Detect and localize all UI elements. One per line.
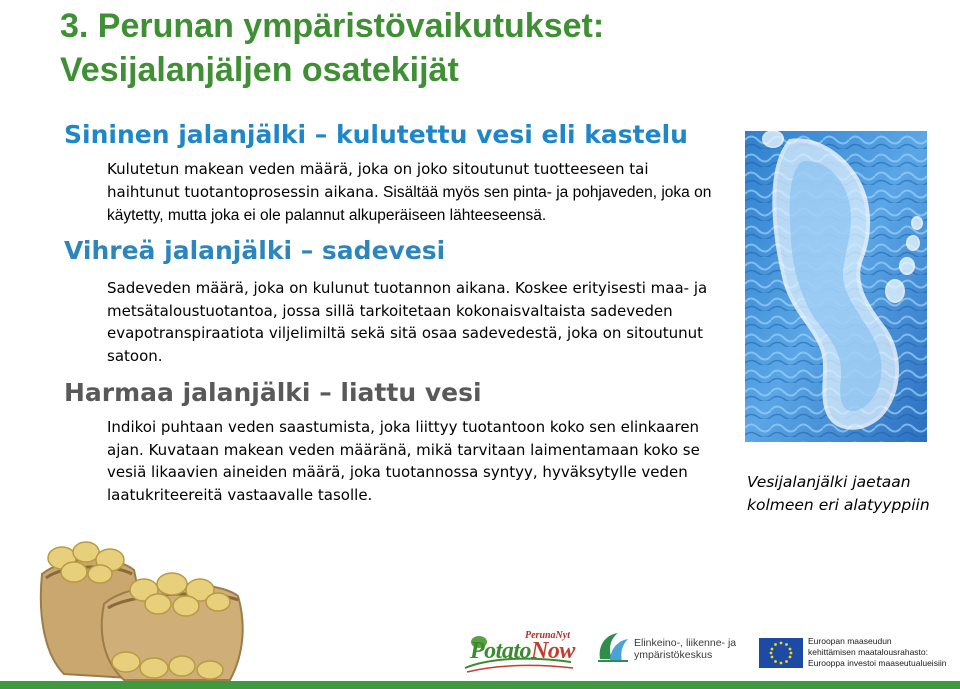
ely-centre-logo-icon <box>596 631 630 663</box>
perunanyt-label: PerunaNyt <box>525 630 570 641</box>
bottom-color-bar <box>0 681 960 689</box>
paragraph-green-footprint: Sadeveden määrä, joka on kulunut tuotannon aikana. Koskee erityisesti maa- ja metsätaloustuotantoa, jossa sillä tarkoitetaan kokonaisvaltaista sadeveden evapotranspiraatiota viljelimiltä sekä sitä osaa sadevedestä, joka on sitoutunut satoon. <box>107 279 708 365</box>
heading-green-footprint: Vihreä jalanjälki – sadevesi <box>64 236 446 265</box>
image-caption: Vesijalanjälki jaetaan kolmeen eri alatyyppiin <box>747 473 930 514</box>
potato-word: Potato <box>470 638 531 664</box>
potato-sacks-image <box>34 534 248 682</box>
blue-text-part-a: Kulutetun makean veden määrä, joka on joko sitoutunut tuotteeseen tai haihtunut tuotantoprosessin aikana. <box>107 160 649 201</box>
eu-flag-icon <box>759 638 803 668</box>
paragraph-gray-footprint: Indikoi puhtaan veden saastumista, joka liittyy tuotantoon koko sen elinkaaren ajan. Kuvataan makean veden määränä, mikä tarvitaan laimentamaan koko se vesiä likaavien aineiden määrä, joka tuotannossa syntyy, hyväksytylle veden laatukriteereitä vastaavalle tasolle. <box>107 418 700 504</box>
water-footprint-image <box>745 131 927 442</box>
heading-blue-footprint: Sininen jalanjälki – kulutettu vesi eli kastelu <box>64 120 688 149</box>
paragraph-blue-footprint <box>107 158 717 228</box>
ely-centre-text: Elinkeino-, liikenne- ja ympäristökeskus <box>634 637 737 661</box>
now-word: Now <box>531 638 575 664</box>
page-title: 3. Perunan ympäristövaikutukset: Vesijalanjäljen osatekijät <box>60 7 605 89</box>
blue-text-part-b: Sisältää myös sen pinta- ja pohjaveden, joka on käytetty, mutta joka ei ole palannut alkuperäiseen lähteeseensä. <box>107 183 712 224</box>
eu-fund-text: Euroopan maaseudun kehittämisen maatalousrahasto: Eurooppa investoi maaseutualueisiin <box>808 636 947 668</box>
heading-gray-footprint: Harmaa jalanjälki – liattu vesi <box>64 378 482 407</box>
potatonow-wordmark <box>470 638 575 665</box>
